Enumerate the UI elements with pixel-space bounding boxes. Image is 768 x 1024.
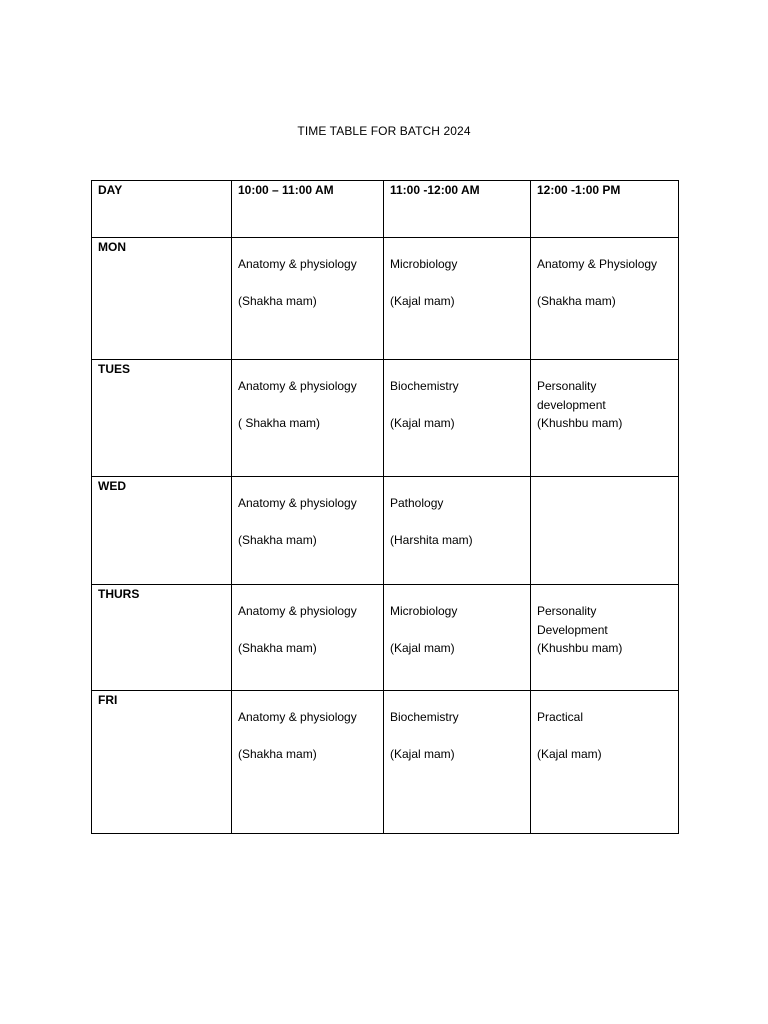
teacher-label: (Shakha mam) [238, 747, 317, 761]
day-cell [92, 477, 232, 585]
subject-label: Anatomy & Physiology [537, 257, 658, 271]
day-label: FRI [98, 693, 118, 707]
subject-label: Practical [537, 710, 584, 724]
timetable [91, 180, 679, 834]
subject-label: Anatomy & physiology [238, 379, 357, 393]
subject-label: Microbiology [390, 604, 458, 618]
header-cell-day [92, 181, 232, 238]
slot-cell [531, 585, 679, 691]
teacher-label: (Shakha mam) [537, 294, 616, 308]
subject-label: Anatomy & physiology [238, 257, 357, 271]
teacher-label: (Kajal mam) [390, 747, 455, 761]
header-cell-slot-3 [531, 181, 679, 238]
day-label: THURS [98, 587, 140, 601]
day-cell [92, 360, 232, 477]
table-row-tues [92, 360, 679, 477]
subject-label: Anatomy & physiology [238, 710, 357, 724]
subject-label: Biochemistry [390, 379, 459, 393]
header-label: 12:00 -1:00 PM [537, 183, 621, 197]
slot-cell [232, 691, 384, 834]
day-cell [92, 238, 232, 360]
header-cell-slot-2 [384, 181, 531, 238]
header-label: 11:00 -12:00 AM [390, 183, 480, 197]
day-cell [92, 691, 232, 834]
teacher-label: (Kajal mam) [390, 416, 455, 430]
table-header-row [92, 181, 679, 238]
slot-cell [384, 477, 531, 585]
subject-label [537, 477, 672, 494]
teacher-label: (Khushbu mam) [537, 416, 623, 430]
teacher-label: ( Shakha mam) [238, 416, 321, 430]
page-title: TIME TABLE FOR BATCH 2024 [297, 124, 471, 138]
subject-label-line-2: Development [537, 622, 608, 637]
teacher-label: (Kajal mam) [390, 294, 455, 308]
header-label: DAY [98, 183, 123, 197]
day-label: TUES [98, 362, 131, 376]
slot-cell [531, 238, 679, 360]
subject-label: Pathology [390, 496, 444, 510]
day-cell [92, 585, 232, 691]
slot-cell [232, 238, 384, 360]
slot-cell [232, 585, 384, 691]
table-row-mon [92, 238, 679, 360]
slot-cell [232, 477, 384, 585]
table-row-wed [92, 477, 679, 585]
slot-cell-empty [531, 477, 679, 585]
subject-label: Anatomy & physiology [238, 496, 357, 510]
slot-cell [531, 360, 679, 477]
slot-cell [232, 360, 384, 477]
subject-label-line-2: development [537, 397, 606, 412]
table-row-fri [92, 691, 679, 834]
teacher-label: (Shakha mam) [238, 294, 317, 308]
slot-cell [384, 238, 531, 360]
subject-label: Anatomy & physiology [238, 604, 357, 618]
slot-cell [384, 691, 531, 834]
day-label: MON [98, 240, 126, 254]
teacher-label: (Kajal mam) [537, 747, 602, 761]
header-label: 10:00 – 11:00 AM [238, 183, 334, 197]
teacher-label: (Shakha mam) [238, 641, 317, 655]
subject-label-line-1: Personality [537, 379, 597, 393]
day-label: WED [98, 479, 126, 493]
teacher-label: (Kajal mam) [390, 641, 455, 655]
slot-cell [384, 360, 531, 477]
slot-cell [531, 691, 679, 834]
teacher-label: (Shakha mam) [238, 533, 317, 547]
slot-cell [384, 585, 531, 691]
table-row-thurs [92, 585, 679, 691]
subject-label: Microbiology [390, 257, 458, 271]
header-cell-slot-1 [232, 181, 384, 238]
teacher-label: (Harshita mam) [390, 533, 473, 547]
subject-label: Biochemistry [390, 710, 459, 724]
teacher-label: (Khushbu mam) [537, 641, 623, 655]
subject-label-line-1: Personality [537, 604, 597, 618]
